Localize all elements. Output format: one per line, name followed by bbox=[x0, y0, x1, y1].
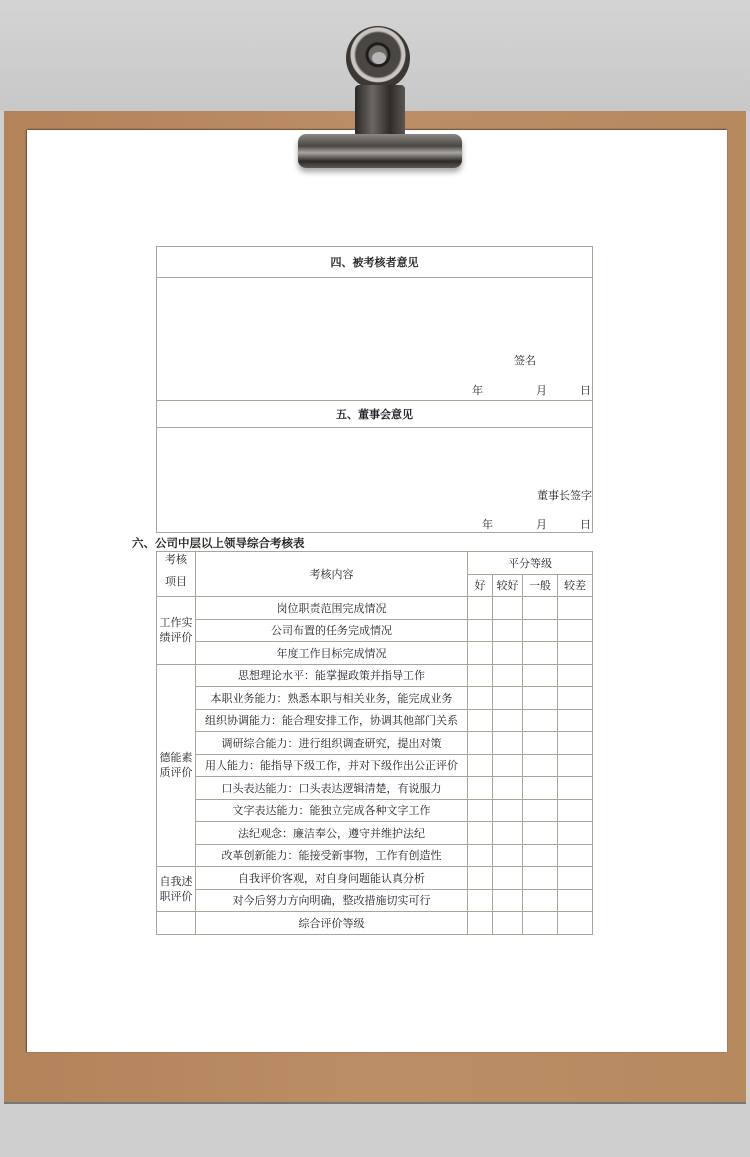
evaluation-table bbox=[156, 551, 593, 935]
grade-cell[interactable] bbox=[523, 642, 558, 665]
table-row-content: 用人能力：能指导下级工作，并对下级作出公正评价 bbox=[196, 754, 468, 777]
grade-cell[interactable] bbox=[523, 597, 558, 620]
grade-cell[interactable] bbox=[558, 912, 593, 935]
grade-cell[interactable] bbox=[468, 777, 493, 800]
table-row-content: 组织协调能力：能合理安排工作，协调其他部门关系 bbox=[196, 709, 468, 732]
section5-opinion-box[interactable] bbox=[157, 428, 593, 533]
grade-cell[interactable] bbox=[468, 687, 493, 710]
section4-sign-label: 签名 bbox=[514, 354, 536, 367]
grade-cell[interactable] bbox=[558, 619, 593, 642]
grade-cell[interactable] bbox=[558, 732, 593, 755]
section5-title: 五、董事会意见 bbox=[157, 401, 593, 428]
table-row-content: 调研综合能力：进行组织调查研究，提出对策 bbox=[196, 732, 468, 755]
grade-cell[interactable] bbox=[558, 822, 593, 845]
section5-sign-label: 董事长签字 bbox=[537, 489, 592, 502]
grade-cell[interactable] bbox=[493, 822, 523, 845]
grade-cell[interactable] bbox=[468, 822, 493, 845]
grade-cell[interactable] bbox=[493, 642, 523, 665]
table-row-content: 公司布置的任务完成情况 bbox=[196, 619, 468, 642]
grade-cell[interactable] bbox=[468, 867, 493, 890]
grade-cell[interactable] bbox=[493, 687, 523, 710]
summary-empty-cell bbox=[157, 912, 196, 935]
grade-cell[interactable] bbox=[493, 619, 523, 642]
grade-cell[interactable] bbox=[468, 709, 493, 732]
table-row-content: 对今后努力方向明确，整改措施切实可行 bbox=[196, 889, 468, 912]
grade-cell[interactable] bbox=[468, 754, 493, 777]
grade-cell[interactable] bbox=[523, 619, 558, 642]
grade-cell[interactable] bbox=[493, 867, 523, 890]
summary-label: 综合评价等级 bbox=[196, 912, 468, 935]
section4-opinion-box[interactable] bbox=[157, 278, 593, 401]
table-row-content: 年度工作目标完成情况 bbox=[196, 642, 468, 665]
grade-cell[interactable] bbox=[558, 664, 593, 687]
grade-cell[interactable] bbox=[493, 912, 523, 935]
grade-cell[interactable] bbox=[523, 889, 558, 912]
grade-cell[interactable] bbox=[468, 619, 493, 642]
grade-cell[interactable] bbox=[468, 799, 493, 822]
header-grade-fairly-good: 较好 bbox=[493, 574, 523, 597]
table-row-content: 本职业务能力：熟悉本职与相关业务，能完成业务 bbox=[196, 687, 468, 710]
grade-cell[interactable] bbox=[493, 799, 523, 822]
category-work-performance: 工作实 绩评价 bbox=[157, 597, 196, 665]
table-row-content: 口头表达能力：口头表达逻辑清楚，有说服力 bbox=[196, 777, 468, 800]
grade-cell[interactable] bbox=[468, 889, 493, 912]
grade-cell[interactable] bbox=[558, 867, 593, 890]
grade-cell[interactable] bbox=[558, 777, 593, 800]
grade-cell[interactable] bbox=[493, 732, 523, 755]
grade-cell[interactable] bbox=[468, 732, 493, 755]
grade-cell[interactable] bbox=[523, 912, 558, 935]
header-grade: 平分等级 bbox=[468, 552, 593, 575]
grade-cell[interactable] bbox=[523, 709, 558, 732]
section4-date: 年 月 日 bbox=[472, 384, 591, 397]
grade-cell[interactable] bbox=[468, 664, 493, 687]
grade-cell[interactable] bbox=[468, 844, 493, 867]
category-moral-ability: 德能素 质评价 bbox=[157, 664, 196, 867]
grade-cell[interactable] bbox=[493, 754, 523, 777]
table-row-content: 自我评价客观，对自身问题能认真分析 bbox=[196, 867, 468, 890]
grade-cell[interactable] bbox=[558, 597, 593, 620]
header-item: 考核 项目 bbox=[157, 552, 196, 597]
category-self-report: 自我述 职评价 bbox=[157, 867, 196, 912]
grade-cell[interactable] bbox=[558, 799, 593, 822]
table-row-content: 文字表达能力：能独立完成各种文字工作 bbox=[196, 799, 468, 822]
grade-cell[interactable] bbox=[558, 687, 593, 710]
section5-date: 年 月 日 bbox=[482, 518, 591, 531]
grade-cell[interactable] bbox=[523, 777, 558, 800]
grade-cell[interactable] bbox=[523, 822, 558, 845]
section4-title: 四、被考核者意见 bbox=[157, 247, 593, 278]
grade-cell[interactable] bbox=[523, 687, 558, 710]
grade-cell[interactable] bbox=[493, 777, 523, 800]
grade-cell[interactable] bbox=[523, 664, 558, 687]
header-grade-poor: 较差 bbox=[558, 574, 593, 597]
table-row-content: 法纪观念：廉洁奉公，遵守并维护法纪 bbox=[196, 822, 468, 845]
grade-cell[interactable] bbox=[523, 754, 558, 777]
grade-cell[interactable] bbox=[558, 642, 593, 665]
opinion-table bbox=[156, 246, 593, 533]
binder-clip-icon bbox=[298, 134, 462, 168]
grade-cell[interactable] bbox=[523, 844, 558, 867]
grade-cell[interactable] bbox=[493, 889, 523, 912]
binder-clip-hole bbox=[372, 52, 386, 64]
section6-title: 六、公司中层以上领导综合考核表 bbox=[132, 536, 305, 550]
binder-clip-neck bbox=[355, 85, 405, 140]
table-row-content: 岗位职责范围完成情况 bbox=[196, 597, 468, 620]
grade-cell[interactable] bbox=[493, 844, 523, 867]
grade-cell[interactable] bbox=[493, 709, 523, 732]
table-row-content: 思想理论水平：能掌握政策并指导工作 bbox=[196, 664, 468, 687]
grade-cell[interactable] bbox=[523, 732, 558, 755]
grade-cell[interactable] bbox=[523, 867, 558, 890]
grade-cell[interactable] bbox=[558, 754, 593, 777]
header-grade-good: 好 bbox=[468, 574, 493, 597]
grade-cell[interactable] bbox=[468, 642, 493, 665]
table-row-content: 改革创新能力：能接受新事物，工作有创造性 bbox=[196, 844, 468, 867]
grade-cell[interactable] bbox=[493, 597, 523, 620]
header-grade-average: 一般 bbox=[523, 574, 558, 597]
grade-cell[interactable] bbox=[493, 664, 523, 687]
grade-cell[interactable] bbox=[558, 709, 593, 732]
grade-cell[interactable] bbox=[523, 799, 558, 822]
header-content: 考核内容 bbox=[196, 552, 468, 597]
grade-cell[interactable] bbox=[558, 889, 593, 912]
grade-cell[interactable] bbox=[468, 597, 493, 620]
grade-cell[interactable] bbox=[468, 912, 493, 935]
grade-cell[interactable] bbox=[558, 844, 593, 867]
